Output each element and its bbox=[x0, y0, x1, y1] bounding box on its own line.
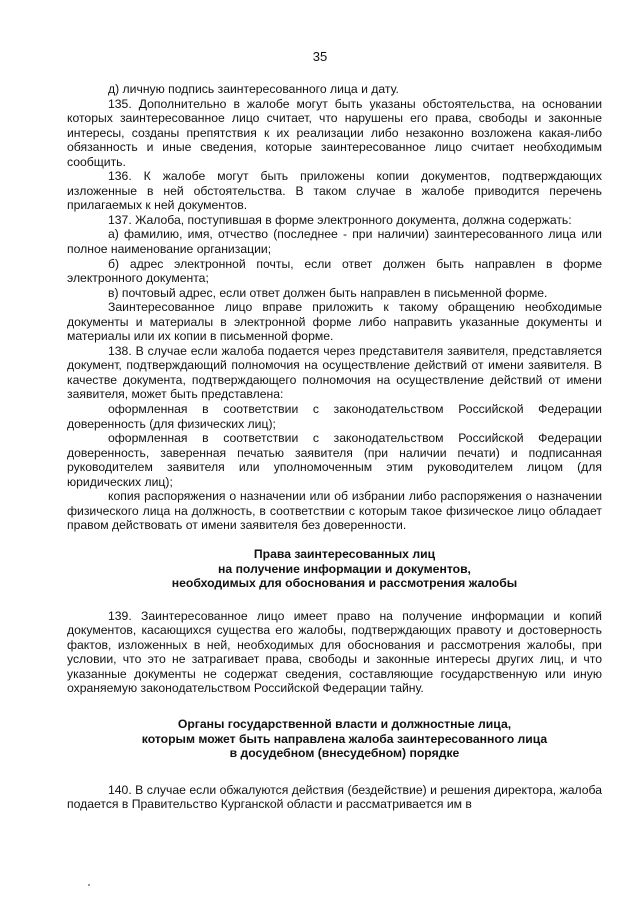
paragraph-139: 139. Заинтересованное лицо имеет право на получение информации и копий документов, касающихся существа его жалобы, подтверждающих правоту и достоверность фактов, изложенных в ней, необходимых для обоснования и рассмотрения жалобы, при условии, что это не затрагивает права, свободы и законные интересы других лиц, и что указанные документы не содержат сведения, составляющие государственную или иную охраняемую законодательством Российской Федерации тайну. bbox=[67, 608, 602, 696]
paragraph-138-legal-entities: оформленная в соответствии с законодательством Российской Федерации доверенность, заверенная печатью заявителя (при наличии печати) и подписанная руководителем заявителя или уполномоченным этим руководителем лицом (для юридических лиц); bbox=[67, 431, 602, 489]
heading-line: которым может быть направлена жалоба заинтересованного лица bbox=[141, 731, 548, 746]
paragraph-140: 140. В случае если обжалуются действия (бездействие) и решения директора, жалоба подается в Правительство Курганской области и рассматривается им в bbox=[67, 782, 602, 812]
section-heading-authorities bbox=[67, 717, 602, 761]
paragraph-signature-item: д) личную подпись заинтересованного лица и дату. bbox=[108, 82, 399, 96]
heading-line: Права заинтересованных лиц bbox=[253, 546, 436, 561]
heading-line: необходимых для обоснования и рассмотрения жалобы bbox=[171, 576, 518, 591]
scan-speck bbox=[88, 884, 90, 886]
paragraph-137-b: б) адрес электронной почты, если ответ должен быть направлен в форме электронного документа; bbox=[67, 256, 602, 286]
paragraph-137-c: в) почтовый адрес, если ответ должен быть направлен в письменной форме. bbox=[108, 285, 548, 300]
paragraph-138-individuals: оформленная в соответствии с законодательством Российской Федерации доверенность (для физических лиц); bbox=[67, 402, 602, 431]
page-number: 35 bbox=[312, 49, 328, 64]
heading-line: в досудебном (внесудебном) порядке bbox=[229, 746, 460, 761]
heading-line: Органы государственной власти и должностные лица, bbox=[177, 717, 512, 732]
paragraph-138-order-copy: копия распоряжения о назначении или об избрании либо распоряжения о назначении физического лица на должность, в соответствии с которым такое физическое лицо обладает правом действовать от имени заявителя без доверенности. bbox=[67, 489, 602, 533]
paragraph-136: 136. К жалобе могут быть приложены копии документов, подтверждающих изложенные в ней обстоятельства. В таком случае в жалобе приводится перечень прилагаемых к ней документов. bbox=[67, 169, 602, 213]
paragraph-137-a: а) фамилию, имя, отчество (последнее - при наличии) заинтересованного лица или полное наименование организации; bbox=[67, 227, 602, 257]
document-body bbox=[67, 82, 602, 812]
paragraph-137: 137. Жалоба, поступившая в форме электронного документа, должна содержать: bbox=[108, 212, 572, 227]
paragraph-attachments: Заинтересованное лицо вправе приложить к такому обращению необходимые документы и материалы в электронной форме либо направить указанные документы и материалы или их копии в письменной форме. bbox=[67, 300, 602, 344]
heading-line: на получение информации и документов, bbox=[218, 561, 471, 576]
paragraph-135: 135. Дополнительно в жалобе могут быть указаны обстоятельства, на основании которых заинтересованное лицо считает, что нарушены его права, свободы и законные интересы, созданы препятствия к их реализации либо незаконно возложена какая-либо обязанность и иные сведения, которые заинтересованное лицо считает необходимым сообщить. bbox=[67, 96, 602, 169]
section-heading-rights bbox=[67, 547, 602, 591]
paragraph-138: 138. В случае если жалоба подается через представителя заявителя, представляется документ, подтверждающий полномочия на осуществление действий от имени заявителя. В качестве документа, подтверждающего полномочия на осуществление действий от имени заявителя, может быть представлена: bbox=[67, 343, 602, 402]
